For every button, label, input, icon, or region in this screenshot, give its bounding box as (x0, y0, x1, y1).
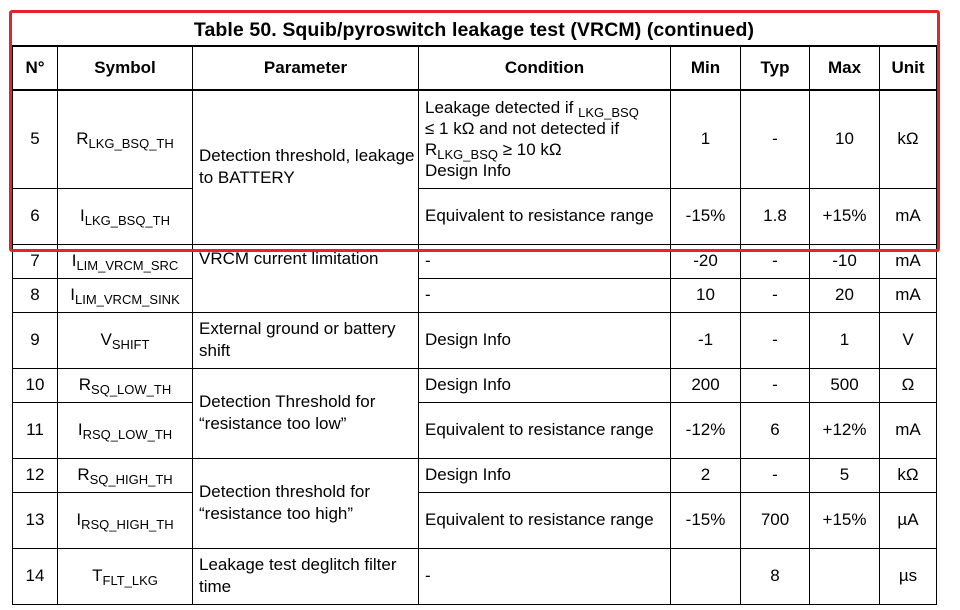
table-row (13, 368, 937, 402)
condition-subscript: LKG_BSQ (437, 147, 498, 163)
max-cell: 10 (810, 90, 880, 188)
typ-cell: - (741, 458, 810, 492)
symbol-cell (58, 188, 193, 244)
condition-text: R (425, 140, 438, 160)
row-number: 12 (13, 458, 58, 492)
symbol-base: V (100, 330, 112, 349)
row-number: 11 (13, 402, 58, 458)
row-number: 10 (13, 368, 58, 402)
max-cell: +15% (810, 492, 880, 548)
symbol-subscript: SQ_LOW_TH (91, 382, 172, 397)
condition-cell (419, 90, 671, 188)
symbol-base: I (80, 206, 85, 225)
header-unit: Unit (880, 46, 937, 90)
unit-cell: kΩ (880, 458, 937, 492)
symbol-cell (58, 548, 193, 604)
condition-line: ≤ 1 kΩ and not detected if (425, 119, 620, 139)
table-row (13, 492, 937, 548)
parameter-cell: Detection threshold, leakage to BATTERY (193, 90, 419, 244)
header-max: Max (810, 46, 880, 90)
min-cell: -12% (671, 402, 741, 458)
symbol-cell (58, 492, 193, 548)
symbol-base: T (92, 566, 103, 585)
row-number: 9 (13, 312, 58, 368)
table-row (13, 278, 937, 312)
max-cell: +12% (810, 402, 880, 458)
unit-cell: µA (880, 492, 937, 548)
condition-cell: Equivalent to resistance range (419, 188, 671, 244)
condition-subscript: LKG_BSQ (578, 105, 639, 121)
table-row (13, 312, 937, 368)
min-cell: -20 (671, 244, 741, 278)
condition-text: Leakage detected if (425, 98, 579, 118)
table-title: Table 50. Squib/pyroswitch leakage test (VRCM) (continued) (193, 19, 755, 41)
symbol-cell (58, 368, 193, 402)
symbol-subscript: RSQ_HIGH_TH (81, 517, 174, 532)
parameter-cell: Leakage test deglitch filter time (193, 548, 419, 604)
condition-cell: Design Info (419, 368, 671, 402)
typ-cell: - (741, 278, 810, 312)
typ-cell: 700 (741, 492, 810, 548)
symbol-subscript: SQ_HIGH_TH (89, 472, 173, 487)
typ-cell: 6 (741, 402, 810, 458)
condition-cell: Equivalent to resistance range (419, 402, 671, 458)
header-min: Min (671, 46, 741, 90)
typ-cell: - (741, 244, 810, 278)
max-cell: 1 (810, 312, 880, 368)
condition-cell: Equivalent to resistance range (419, 492, 671, 548)
symbol-cell (58, 402, 193, 458)
header-parameter: Parameter (193, 46, 419, 90)
typ-cell: - (741, 312, 810, 368)
min-cell: -15% (671, 188, 741, 244)
condition-cell: - (419, 278, 671, 312)
symbol-base: I (76, 510, 82, 529)
condition-text: ≥ 10 kΩ (497, 140, 562, 160)
symbol-cell (58, 278, 193, 312)
row-number: 7 (13, 244, 58, 278)
max-cell: +15% (810, 188, 880, 244)
symbol-subscript: LKG_BSQ_TH (88, 136, 174, 152)
symbol-subscript: RSQ_LOW_TH (82, 427, 173, 442)
max-cell: -10 (810, 244, 880, 278)
table-row (13, 244, 937, 278)
condition-cell: - (419, 548, 671, 604)
symbol-base: I (70, 285, 75, 304)
symbol-base: I (77, 420, 83, 439)
typ-cell: - (741, 368, 810, 402)
condition-cell: Design Info (419, 312, 671, 368)
min-cell: -15% (671, 492, 741, 548)
symbol-subscript: SHIFT (111, 337, 150, 352)
parameter-cell: VRCM current limitation (193, 244, 419, 312)
symbol-base: R (76, 129, 89, 149)
table-row (13, 188, 937, 244)
symbol-base: I (71, 251, 77, 270)
document-table-region (12, 16, 936, 605)
unit-cell: mA (880, 278, 937, 312)
max-cell (810, 548, 880, 604)
unit-cell: mA (880, 188, 937, 244)
row-number: 6 (13, 188, 58, 244)
symbol-cell (58, 244, 193, 278)
typ-cell: - (741, 90, 810, 188)
symbol-subscript: FLT_LKG (102, 573, 158, 588)
symbol-base: R (77, 465, 90, 484)
table-row (13, 548, 937, 604)
max-cell: 5 (810, 458, 880, 492)
condition-line (425, 139, 670, 163)
header-no: N° (13, 46, 58, 90)
unit-cell: µs (880, 548, 937, 604)
symbol-cell (58, 90, 193, 188)
max-cell: 500 (810, 368, 880, 402)
header-symbol: Symbol (58, 46, 193, 90)
min-cell: 200 (671, 368, 741, 402)
parameter-cell: External ground or battery shift (193, 312, 419, 368)
min-cell: 10 (671, 278, 741, 312)
row-number: 13 (13, 492, 58, 548)
unit-cell: V (880, 312, 937, 368)
parameter-cell: Detection Threshold for “resistance too low” (193, 368, 419, 458)
min-cell: -1 (671, 312, 741, 368)
parameter-cell: Detection threshold for “resistance too high” (193, 458, 419, 548)
min-cell: 1 (671, 90, 741, 188)
table-row (13, 402, 937, 458)
unit-cell: Ω (880, 368, 937, 402)
spec-table (12, 45, 937, 605)
header-typ: Typ (741, 46, 810, 90)
row-number: 5 (13, 90, 58, 188)
row-number: 14 (13, 548, 58, 604)
typ-cell: 8 (741, 548, 810, 604)
symbol-cell (58, 312, 193, 368)
condition-line (425, 97, 670, 121)
max-cell: 20 (810, 278, 880, 312)
header-condition: Condition (419, 46, 671, 90)
unit-cell: mA (880, 244, 937, 278)
condition-cell: - (419, 244, 671, 278)
condition-line: Design Info (425, 161, 511, 181)
symbol-cell (58, 458, 193, 492)
symbol-subscript: LIM_VRCM_SRC (76, 258, 179, 273)
min-cell (671, 548, 741, 604)
unit-cell: kΩ (880, 90, 937, 188)
header-row (13, 46, 937, 90)
symbol-base: R (78, 375, 92, 394)
table-row (13, 90, 937, 188)
unit-cell: mA (880, 402, 937, 458)
min-cell: 2 (671, 458, 741, 492)
row-number: 8 (13, 278, 58, 312)
typ-cell: 1.8 (741, 188, 810, 244)
table-row (13, 458, 937, 492)
symbol-subscript: LKG_BSQ_TH (84, 213, 170, 228)
condition-cell: Design Info (419, 458, 671, 492)
symbol-subscript: LIM_VRCM_SINK (74, 292, 180, 307)
